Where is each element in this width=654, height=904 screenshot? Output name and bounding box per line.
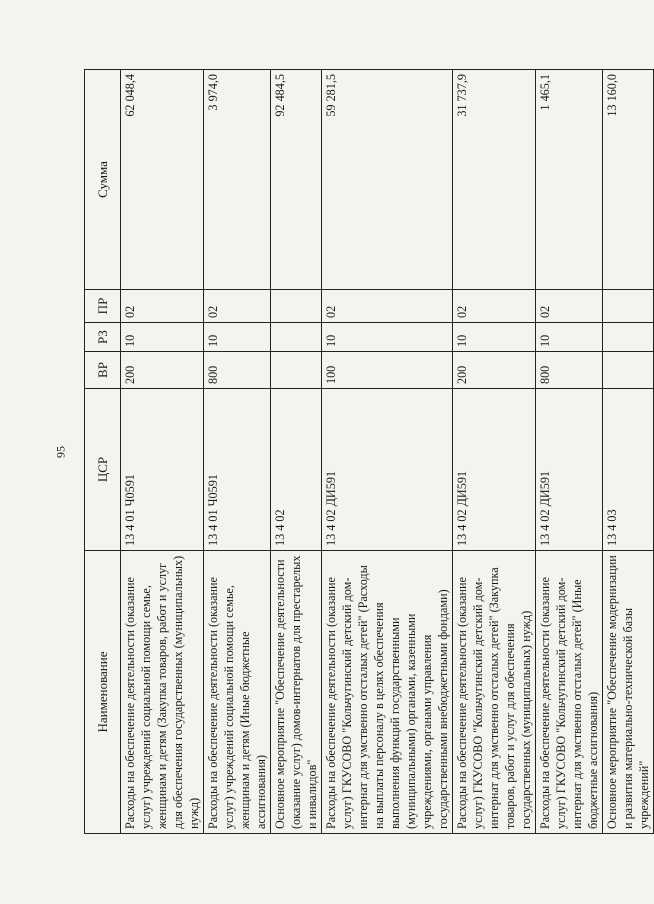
row-sum: 1 465,1 (536, 70, 603, 290)
header-csr: ЦСР (85, 389, 121, 551)
table-row (271, 70, 322, 834)
row-sum: 92 484,5 (271, 70, 322, 290)
row-vr: 200 (453, 352, 536, 389)
row-rz: 10 (453, 323, 536, 352)
budget-table (84, 69, 654, 834)
row-name: Основное мероприятие "Обеспечение модернизации и развития материально-технической базы учреждений" (603, 551, 654, 834)
header-pr: ПР (85, 290, 121, 323)
row-csr: 13 4 02 ДИ591 (536, 389, 603, 551)
row-rz: 10 (204, 323, 271, 352)
row-pr: 02 (204, 290, 271, 323)
row-vr: 800 (536, 352, 603, 389)
row-pr: 02 (453, 290, 536, 323)
header-vr: ВР (85, 352, 121, 389)
row-csr: 13 4 02 ДИ591 (453, 389, 536, 551)
row-sum: 3 974,0 (204, 70, 271, 290)
row-sum: 62 048,4 (121, 70, 204, 290)
table-row (121, 70, 204, 834)
row-pr (603, 290, 654, 323)
row-rz: 10 (322, 323, 453, 352)
row-vr: 200 (121, 352, 204, 389)
row-pr (271, 290, 322, 323)
row-vr (271, 352, 322, 389)
row-sum: 13 160,0 (603, 70, 654, 290)
row-vr: 100 (322, 352, 453, 389)
row-vr: 800 (204, 352, 271, 389)
row-pr: 02 (121, 290, 204, 323)
row-pr: 02 (322, 290, 453, 323)
table-row (204, 70, 271, 834)
row-vr (603, 352, 654, 389)
table-row (322, 70, 453, 834)
row-name: Расходы на обеспечение деятельности (оказание услуг) ГКУСОВО "Кольчугинский детский дом-интернат для умственно отсталых детей" (Закупка товаров, работ и услуг для обеспечения государственных (муниципальных) нужд) (453, 551, 536, 834)
header-name: Наименование (85, 551, 121, 834)
row-csr: 13 4 03 (603, 389, 654, 551)
row-pr: 02 (536, 290, 603, 323)
row-rz (271, 323, 322, 352)
row-csr: 13 4 01 Ч0591 (121, 389, 204, 551)
row-name: Основное мероприятие "Обеспечение деятельности (оказание услуг) домов-интернатов для престарелых и инвалидов" (271, 551, 322, 834)
row-csr: 13 4 02 ДИ591 (322, 389, 453, 551)
header-sum: Сумма (85, 70, 121, 290)
rotated-table-container (84, 70, 651, 834)
row-rz: 10 (121, 323, 204, 352)
table-header-row (85, 70, 121, 834)
row-name: Расходы на обеспечение деятельности (оказание услуг) ГКУСОВО "Кольчугинский детский дом-интернат для умственно отсталых детей" (Расходы на выплаты персоналу в целях обеспечения выполнения функций государственными (муниципальными) органами, казенными учреждениями, органами управления государственными внебюджетными фондами) (322, 551, 453, 834)
row-name: Расходы на обеспечение деятельности (оказание услуг) учреждений социальной помощи семье, женщинам и детям (Иные бюджетные ассигнования) (204, 551, 271, 834)
row-rz (603, 323, 654, 352)
header-rz: РЗ (85, 323, 121, 352)
row-csr: 13 4 01 Ч0591 (204, 389, 271, 551)
row-sum: 31 737,9 (453, 70, 536, 290)
row-name: Расходы на обеспечение деятельности (оказание услуг) ГКУСОВО "Кольчугинский детский дом-интернат для умственно отсталых детей" (Иные бюджетные ассигнования) (536, 551, 603, 834)
page-number: 95 (53, 446, 68, 458)
row-csr: 13 4 02 (271, 389, 322, 551)
table-row (453, 70, 536, 834)
row-name: Расходы на обеспечение деятельности (оказание услуг) учреждений социальной помощи семье, женщинам и детям (Закупка товаров, работ и услуг для обеспечения государственных (муниципальных) нужд) (121, 551, 204, 834)
row-sum: 59 281,5 (322, 70, 453, 290)
table-row (536, 70, 603, 834)
table-row (603, 70, 654, 834)
row-rz: 10 (536, 323, 603, 352)
